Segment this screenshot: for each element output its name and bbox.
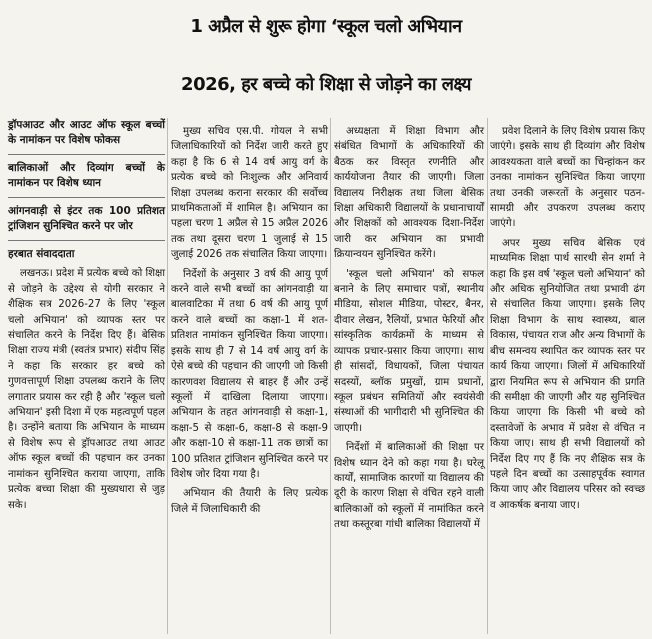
article-paragraph: अध्यक्षता में शिक्षा विभाग और संबंधित विभागों के अधिकारियों की बैठक कर विस्तृत रणनीति और कार्ययोजना तैयार की जाएगी। जिला विद्यालय निरीक्षक तथा जिला बेसिक शिक्षा अधिकारी विद्यालयों के प्रधानाचार्यों और शिक्षकों को आवश्यक दिशा-निर्देश जारी कर अभियान का प्रभावी क्रियान्वयन सुनिश्चित करेंगे। (334, 126, 484, 261)
headline-line-2: 2026, हर बच्चे को शिक्षा से जोड़ने का लक्ष्य (181, 74, 471, 95)
column-divider (330, 118, 331, 634)
column-1 (8, 118, 165, 517)
headline-line-1: 1 अप्रैल से शुरू होगा ‘स्कूल चलो अभियान (190, 16, 462, 37)
article-paragraph: अभियान की तैयारी के लिए प्रत्येक जिले में जिलाधिकारी की (171, 488, 328, 515)
article-paragraph: लखनऊ। प्रदेश में प्रत्येक बच्चे को शिक्षा से जोड़ने के उद्देश्य से योगी सरकार ने शैक्षिक सत्र 2026-27 के लिए 'स्कूल चलो अभियान' को व्यापक स्तर पर संचालित करने के निर्देश दिए हैं। बेसिक शिक्षा राज्य मंत्री (स्वतंत्र प्रभार) संदीप सिंह ने कहा कि सरकार हर बच्चे को गुणवत्तापूर्ण शिक्षा उपलब्ध कराने के लिए लगातार प्रयास कर रही है और 'स्कूल चलो अभियान' इसी दिशा में एक महत्वपूर्ण पहल है। उन्होंने बताया कि अभियान के माध्यम से विशेष रूप से ड्रॉपआउट तथा आउट ऑफ स्कूल बच्चों की पहचान कर उनका नामांकन सुनिश्चित कराया जाएगा, ताकि प्रत्येक बच्चा शिक्षा की मुख्यधारा से जुड़ सके। (8, 268, 165, 511)
column-divider (487, 118, 488, 634)
article-paragraph: निर्देशों में बालिकाओं की शिक्षा पर विशेष ध्यान देने को कहा गया है। घरेलू कार्यों, सामाजिक कारणों या विद्यालय की दूरी के कारण शिक्षा से वंचित रहने वाली बालिकाओं को स्कूलों में नामांकित करने तथा कस्तूरबा गांधी बालिका विद्यालयों में (334, 442, 484, 531)
article-paragraph: मुख्य सचिव एस.पी. गोयल ने सभी जिलाधिकारियों को निर्देश जारी करते हुए कहा है कि 6 से 14 वर्ष आयु वर्ग के प्रत्येक बच्चे को निःशुल्क और अनिवार्य शिक्षा उपलब्ध कराना सरकार की सर्वोच्च प्राथमिकताओं में शामिल है। अभियान का पहला चरण 1 अप्रैल से 15 अप्रैल 2026 तक तथा दूसरा चरण 1 जुलाई से 15 जुलाई 2026 तक संचालित किया जाएगा। (171, 126, 328, 261)
highlight-box: बालिकाओं और दिव्यांग बच्चों के नामांकन पर विशेष ध्यान (8, 154, 165, 197)
column-3 (334, 124, 484, 537)
highlight-box: आंगनवाड़ी से इंटर तक 100 प्रतिशत ट्रांजिशन सुनिश्चित करने पर जोर (8, 197, 165, 240)
byline: हरबात संवाददाता (8, 240, 165, 262)
column-divider (167, 118, 168, 634)
column-4 (490, 124, 645, 517)
article-paragraph: प्रवेश दिलाने के लिए विशेष प्रयास किए जाएंगे। इसके साथ ही दिव्यांग और विशेष आवश्यकता वाले बच्चों का चिन्हांकन कर उनका नामांकन सुनिश्चित किया जाएगा तथा उनकी जरूरतों के अनुसार पठन-सामग्री और उपकरण उपलब्ध कराए जाएंगे। (490, 126, 645, 230)
article-paragraph: अपर मुख्य सचिव बेसिक एवं माध्यमिक शिक्षा पार्थ सारथी सेन शर्मा ने कहा कि इस वर्ष 'स्कूल चलो अभियान' को और अधिक सुनियोजित तथा प्रभावी ढंग से संचालित किया जाएगा। इसके लिए शिक्षा विभाग के साथ स्वास्थ्य, बाल विकास, पंचायत राज और अन्य विभागों के बीच समन्वय स्थापित कर व्यापक स्तर पर कार्य किया जाएगा। जिलों में अधिकारियों द्वारा नियमित रूप से अभियान की प्रगति की समीक्षा की जाएगी और यह सुनिश्चित किया जाएगा कि किसी भी बच्चे को दस्तावेजों के अभाव में प्रवेश से वंचित न किया जाए। साथ ही सभी विद्यालयों को निर्देश दिए गए हैं कि नए शैक्षिक सत्र के पहले दिन बच्चों का उत्साहपूर्वक स्वागत किया जाए और विद्यालय परिसर को स्वच्छ व आकर्षक बनाया जाए। (490, 237, 646, 511)
column-2 (171, 124, 328, 521)
highlight-box: ड्रॉपआउट और आउट ऑफ स्कूल बच्चों के नामांकन पर विशेष फोकस (8, 119, 165, 146)
article-paragraph: निर्देशों के अनुसार 3 वर्ष की आयु पूर्ण करने वाले सभी बच्चों का आंगनवाड़ी या बालवाटिका में तथा 6 वर्ष की आयु पूर्ण करने वाले बच्चों का कक्षा-1 में शत-प्रतिशत नामांकन सुनिश्चित किया जाएगा। इसके साथ ही 7 से 14 वर्ष आयु वर्ग के ऐसे बच्चे की पहचान की जाएगी जो किसी कारणवश विद्यालय से बाहर हैं और उन्हें स्कूलों में दाखिला दिलाया जाएगा। अभियान के तहत आंगनवाड़ी से कक्षा-1, कक्षा-5 से कक्षा-6, कक्षा-8 से कक्षा-9 और कक्षा-10 से कक्षा-11 तक छात्रों का 100 प्रतिशत ट्रांजिशन सुनिश्चित करने पर विशेष जोर दिया गया है। (171, 268, 328, 480)
article-paragraph: 'स्कूल चलो अभियान' को सफल बनाने के लिए समाचार पत्रों, स्थानीय मीडिया, सोशल मीडिया, पोस्टर, बैनर, दीवार लेखन, रैलियों, प्रभात फेरियों और सांस्कृतिक कार्यक्रमों के माध्यम से व्यापक प्रचार-प्रसार किया जाएगा। साथ ही सांसदों, विधायकों, जिला पंचायत सदस्यों, ब्लॉक प्रमुखों, ग्राम प्रधानों, स्कूल प्रबंधन समितियों और स्वयंसेवी संस्थाओं की भागीदारी भी सुनिश्चित की जाएगी। (334, 268, 484, 434)
